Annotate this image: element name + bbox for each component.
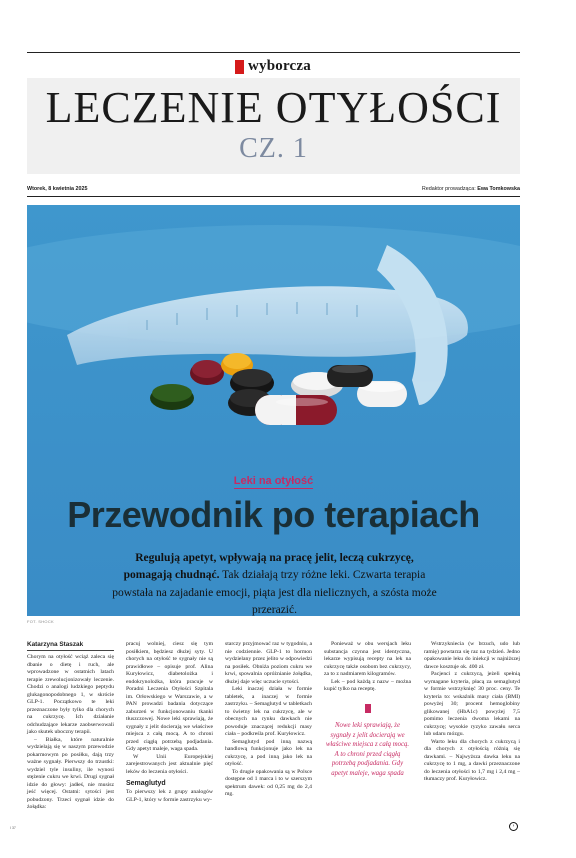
top-rule <box>27 52 520 53</box>
pull-quote-text: Nowe leki sprawiają, że sygnały z jelit docierają we właściwe miejsca z całą mocą. A to chroni przed ciągłą potrzebą podjadania. Gdy apetyt maleje, waga spada <box>325 722 410 777</box>
kicker-label: Leki na otyłość <box>233 475 314 487</box>
section-part: CZ. 1 <box>239 133 308 164</box>
paragraph: starczy przyjmować raz w tygodniu, a nie codziennie. GLP-1 to hormon wydzielany przez jelito w odpowiedzi na posiłek. Obniża poziom cukru we krwi, spowalnia opróżnianie żołądka, dłużej daje więc uczucie sytości. <box>225 641 312 685</box>
lead-rest: Tak działają trzy różne leki. Czwarta terapia powstała na zajadanie emocji, piąta jest dla nielicznych, a szósta może przerazić. <box>112 569 437 616</box>
masthead-logo[interactable] <box>235 58 311 75</box>
capsule <box>255 395 337 425</box>
paragraph: – Białka, które naturalnie wydzielają się w naszym przewodzie pokarmowym po posiłku, dają trzy ważne sygnały. Pierwszy do trzustki: wydziel tyle insuliny, ile wynosi stężenie cukru we krwi. Drugi sygnał idzie do głowy: jadłeś, nie musisz jeść więcej. Ostatni: sytości jest pobudzony. Trzeci sygnał idzie do żołądka: <box>27 736 114 810</box>
hero-photo <box>27 205 520 616</box>
article-column-2 <box>126 641 213 804</box>
lead-bold: Regulują apetyt, wpływają na pracę jelit, leczą cukrzycę, pomagają chudnąć. <box>123 552 414 582</box>
pull-quote <box>324 704 411 779</box>
article-column-4 <box>324 641 411 784</box>
meta-rule <box>27 196 520 197</box>
subheading: Semaglutyd <box>126 780 166 787</box>
paragraph: Pacjenci z cukrzycą, jeżeli spełnią wymagane kryteria, płacą za semaglutyd w formie wstrzyknięć 30 proc. ceny. Te kryteria to: wskaźnik masy ciała (BMI) powyżej 30; procent hemoglobiny glikowanej (HbA1c) powyżej 7,5 pomimo leczenia dwoma lekami na cukrzycę; wysokie ryzyko zawału serca lub udaru mózgu. <box>424 671 520 737</box>
page-number: I 37 <box>10 826 16 830</box>
article-column-5 <box>424 641 520 784</box>
logo-text: wyborcza <box>248 58 311 74</box>
paragraph: Wstrzykniecia (w brzuch, udo lub ramię) powtarza się raz na tydzień. Jedno opakowanie leku do iniekcji w najniższej dawce kosztuje ok. 400 zł. <box>424 641 520 670</box>
issue-date: Wtorek, 8 kwietnia 2025 <box>27 186 88 192</box>
paragraph: Semaglutyd pod inną nazwą handlową funkcjonuje jako lek na cukrzycę, a pod inną jako lek na otyłość. <box>225 738 312 767</box>
article-headline: Przewodnik po terapiach <box>67 494 480 535</box>
article-column-1 <box>27 641 114 812</box>
issue-meta <box>27 186 520 192</box>
paragraph: Ponieważ w obu wersjach leku substancja czynna jest identyczna, lekarze wypisują recepty na lek na cukrzycę także osobom bez cukrzycy, za to z nadmiarem kilogramów. <box>324 641 411 677</box>
paragraph: To pierwszy lek z grupy analogów GLP-1, który w formie zastrzyku wy- <box>126 789 213 803</box>
section-title: LECZENIE OTYŁOŚCI <box>45 83 502 132</box>
paragraph: Leki inaczej działa w formie tabletek, a inaczej w formie zastrzyku. – Semaglutyd w tabletkach to świetny lek na cukrzycę, ale w obecnych na rynku dawkach nie powoduje znaczącej redukcji masy ciała – podkreśla prof. Kuryłowicz. <box>225 686 312 737</box>
paragraph: W Unii Europejskiej zarejestrowanych jest aktualnie pięć leków do leczenia otyłości. <box>126 753 213 775</box>
logo-red-mark <box>235 60 244 74</box>
author-byline: Katarzyna Staszak <box>27 641 114 651</box>
paragraph: To drugie opakowania są w Polsce dostępne od 1 marca i to w szerszym spektrum dawek: od 0,25 mg do 2,4 mg. <box>225 768 312 797</box>
paragraph: Lek – pod każdą z nazw – można kupić tylko na receptę. <box>324 678 411 692</box>
article-kicker <box>27 475 520 487</box>
editor-credit <box>422 186 520 192</box>
editor-label: Redaktor prowadząca: <box>421 186 476 192</box>
paragraph: Warto leku dla chorych z cukrzycą i dla chorych z otyłością różnią się dawkami. – Najwyższa dawka leku na cukrzycę to 1 mg, a dawki przeznaczone do leczenia otyłości to 1,7 mg i 2,4 mg – tłumaczy prof. Kuryłowicz. <box>424 738 520 782</box>
article-column-3 <box>225 641 312 799</box>
editor-name: Ewa Tomkowska <box>477 186 520 192</box>
paragraph: Chorym na otyłość wciąż zaleca się dbanie o dietę i ruch, ale wprowadzone w ostatnich latach terapie zrewolucjonizowały leczenie. Chodzi o analogi ludzkiego peptydu glukagonopodobnego 1, w skrócie GLP-1. Początkowo te leki przeznaczone były tylko dla chorych na cukrzycę. Ich działanie odchudzające lekarze zaobserwowali jako skutek uboczny terapii. <box>27 654 114 735</box>
continue-arrow-icon[interactable]: › <box>509 822 518 831</box>
section-title-band <box>27 78 520 174</box>
paragraph: pracuj wolniej, ciesz się tym posiłkiem, będziesz dłużej syty. U chorych na otyłość te sygnały nie są prawidłowe – opisuje prof. Alina Kuryłowicz, diabetolożka i endokrynolożka, która pracuje w Poradni Leczenia Otyłości Szpitala im. Orłowskiego w Warszawie, a w PAN prowadzi badania dotyczące zaburzeń w funkcjonowaniu tkanki tłuszczowej. Nowe leki sprawiają, że sygnały z jelit docierają we właściwe miejsca z całą mocą. A to chroni przed ciągłą potrzebą podjadania. Gdy apetyt maleje, waga spada. <box>126 641 213 752</box>
pull-quote-mark <box>365 704 371 713</box>
article-lead <box>112 550 437 616</box>
photo-credit: FOT. SHOCK <box>27 619 55 624</box>
